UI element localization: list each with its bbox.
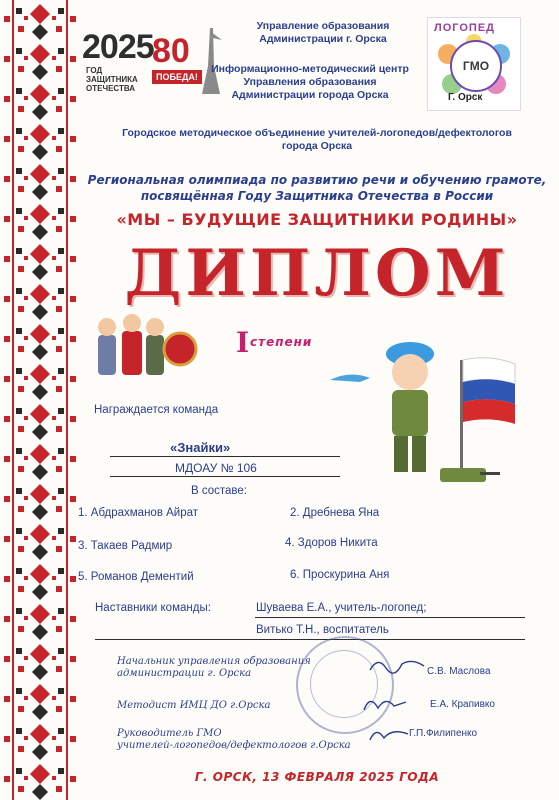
signature-scribble-2 <box>360 690 410 716</box>
school-name: МДОАУ № 106 <box>175 461 257 475</box>
gmo-logo-center: ГМО <box>450 40 502 92</box>
school-underline <box>110 476 340 477</box>
header-line-5: Администрации города Орска <box>231 89 389 101</box>
warriors-illustration <box>88 305 198 385</box>
degree-number: I <box>236 326 250 359</box>
logo-subtitle: ГОД ЗАЩИТНИКА ОТЕЧЕСТВА <box>86 66 138 93</box>
member-3: 3. Такаев Радмир <box>78 540 173 552</box>
header-line-2: Администрации г. Орска <box>259 33 387 45</box>
signature-role-1 <box>117 656 311 680</box>
signature-name-3: Г.П.Филипенко <box>409 728 478 739</box>
slogan: «МЫ – БУДУЩИЕ ЗАЩИТНИКИ РОДИНЫ» <box>116 210 518 229</box>
mentor-2-underline <box>95 639 525 640</box>
header-line-1: Управление образования <box>256 20 390 32</box>
mentor-1-underline <box>255 617 525 618</box>
footer-date: Г. ОРСК, 13 ФЕВРАЛЯ 2025 ГОДА <box>194 770 440 784</box>
logo-80: 80 <box>152 32 190 70</box>
signature-name-1: С.В. Маслова <box>427 666 491 677</box>
signature-role-3-line-2: учителей-логопедов/дефектологов г.Орска <box>117 740 351 751</box>
member-5: 5. Романов Дементий <box>78 571 194 583</box>
member-2: 2. Дребнева Яна <box>290 507 380 519</box>
signature-role-1-line-2: администрации г. Орска <box>117 668 252 679</box>
logo-pobeda: ПОБЕДА! <box>152 70 202 84</box>
header-line-4: Управления образования <box>243 76 377 88</box>
composition-label: В составе: <box>191 485 247 497</box>
degree-word: степени <box>250 335 313 349</box>
signature-name-2: Е.А. Крапивко <box>430 699 495 710</box>
team-underline <box>110 456 340 457</box>
mentor-1: Шуваева Е.А., учитель-логопед; <box>256 602 427 614</box>
gmo-logo <box>427 17 521 111</box>
olympiad-line-2: посвящённая Году Защитника Отечества в России <box>140 189 494 203</box>
team-name: «Знайки» <box>170 440 231 455</box>
soldier-illustration <box>320 320 540 500</box>
mentors-label: Наставники команды: <box>95 602 211 614</box>
header-block-2 <box>190 63 430 102</box>
gmo-logo-title: ЛОГОПЕД <box>434 22 496 34</box>
header-block-1 <box>228 20 418 46</box>
official-stamp <box>296 636 394 734</box>
member-6: 6. Проскурина Аня <box>290 569 390 581</box>
signature-scribble-1 <box>368 654 428 676</box>
signature-role-2: Методист ИМЦ ДО г.Орска <box>117 700 271 711</box>
member-1: 1. Абдрахманов Айрат <box>78 507 199 519</box>
header-line-6: Городское методическое объединение учителей-логопедов/дефектологов <box>122 127 512 139</box>
signature-role-3 <box>117 728 351 752</box>
signature-scribble-3 <box>368 722 412 746</box>
member-4: 4. Здоров Никита <box>285 537 378 549</box>
olympiad-title <box>82 172 552 204</box>
olympiad-line-1: Региональная олимпиада по развитию речи и обучению грамоте, <box>87 173 547 187</box>
signature-role-3-line-1: Руководитель ГМО <box>117 728 222 739</box>
logo-year: 2025 <box>82 28 154 66</box>
signature-role-1-line-1: Начальник управления образования <box>117 656 311 667</box>
ornament-border <box>0 0 80 800</box>
header-line-3: Информационно-методический центр <box>211 63 409 75</box>
gmo-logo-city: Г. Орск <box>448 92 483 103</box>
diploma-title: ДИПЛОМ <box>124 236 510 311</box>
header-line-7: города Орска <box>281 140 353 152</box>
mentor-2: Витько Т.Н., воспитатель <box>256 624 389 636</box>
header-block-3 <box>82 127 552 153</box>
awarded-text: Награждается команда <box>94 404 219 416</box>
